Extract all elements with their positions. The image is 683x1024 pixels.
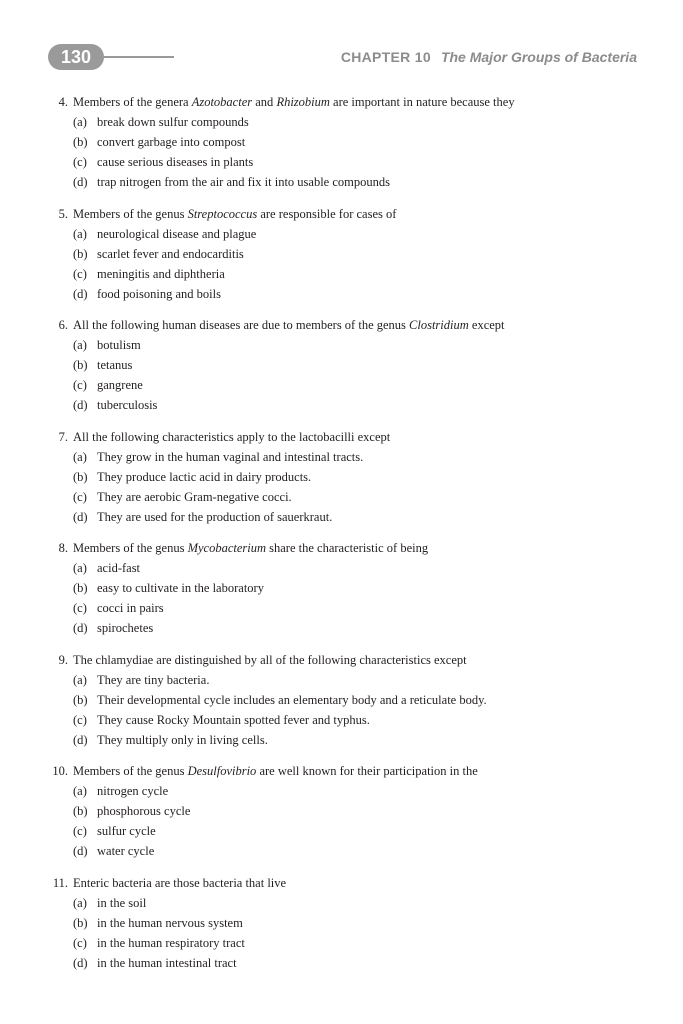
option-letter: (d) [73, 844, 88, 858]
option-text: break down sulfur compounds [97, 115, 249, 129]
option-text: food poisoning and boils [97, 286, 221, 301]
option-text: They are tiny bacteria. [97, 672, 210, 687]
option-text: They produce lactic acid in dairy products. [97, 469, 312, 484]
option-letter: (b) [73, 581, 88, 595]
answer-option [0, 598, 683, 618]
stem-text: are responsible for cases of [257, 206, 397, 221]
option-letter: (b) [73, 804, 88, 818]
option-letter: (b) [73, 358, 88, 372]
answer-option [0, 224, 683, 244]
option-text: in the human intestinal tract [97, 955, 237, 970]
genus-name: Streptococcus [187, 206, 258, 221]
answer-option [0, 467, 683, 487]
option-letter: (d) [73, 955, 88, 970]
question-number: 9. [58, 652, 68, 667]
option-letter: (a) [73, 115, 87, 129]
stem-text: All the following human diseases are due to members of the genus [73, 318, 410, 332]
option-letter: (c) [73, 155, 87, 169]
question-stem [0, 204, 683, 224]
option-letter: (a) [73, 338, 87, 352]
option-text: spirochetes [97, 621, 154, 635]
option-letter: (a) [73, 226, 87, 241]
option-letter: (c) [73, 266, 87, 281]
option-text: They cause Rocky Mountain spotted fever and typhus. [97, 712, 370, 727]
option-text: botulism [97, 338, 141, 352]
option-text: cause serious diseases in plants [97, 155, 254, 169]
option-letter: (d) [73, 509, 88, 524]
genus-name: Clostridium [409, 318, 469, 332]
option-letter: (b) [73, 915, 88, 930]
chapter-label: CHAPTER 10 [340, 49, 431, 65]
question-number: 8. [58, 541, 68, 555]
answer-option [0, 933, 683, 953]
option-letter: (b) [73, 692, 88, 707]
stem-text: Members of the genera [73, 95, 192, 109]
answer-option [0, 284, 683, 304]
option-text: easy to cultivate in the laboratory [97, 581, 264, 595]
question-stem [0, 427, 683, 447]
stem-text: Enteric bacteria are those bacteria that live [73, 875, 287, 890]
stem-text: The chlamydiae are distinguished by all of the following characteristics except [73, 652, 467, 667]
answer-option [0, 132, 683, 152]
option-text: sulfur cycle [97, 824, 156, 838]
option-letter: (c) [73, 935, 87, 950]
stem-text: All the following characteristics apply to the lactobacilli except [73, 429, 391, 444]
answer-option [0, 264, 683, 284]
answer-option [0, 710, 683, 730]
question-item [0, 427, 683, 527]
question-item [0, 204, 683, 304]
question-stem [0, 650, 683, 670]
option-text: tuberculosis [97, 398, 158, 412]
option-letter: (c) [73, 712, 87, 727]
option-letter: (a) [73, 672, 87, 687]
question-item [0, 538, 683, 638]
option-text: in the human respiratory tract [97, 935, 245, 950]
option-letter: (a) [73, 895, 87, 910]
stem-text: are well known for their participation in the [256, 764, 478, 778]
question-stem [0, 92, 683, 112]
question-list [0, 92, 683, 984]
option-letter: (d) [73, 621, 88, 635]
answer-option [0, 841, 683, 861]
answer-option [0, 821, 683, 841]
question-number: 6. [58, 318, 68, 332]
question-stem [0, 538, 683, 558]
question-stem [0, 761, 683, 781]
answer-option [0, 953, 683, 973]
answer-option [0, 507, 683, 527]
option-letter: (b) [73, 469, 88, 484]
option-letter: (b) [73, 246, 88, 261]
question-stem [0, 873, 683, 893]
answer-option [0, 670, 683, 690]
stem-text: Members of the genus [73, 206, 188, 221]
option-letter: (a) [73, 784, 87, 798]
option-letter: (d) [73, 175, 88, 189]
stem-text: and [252, 95, 277, 109]
question-item [0, 315, 683, 415]
option-letter: (c) [73, 601, 87, 615]
question-stem [0, 315, 683, 335]
answer-option [0, 395, 683, 415]
stem-text: share the characteristic of being [266, 541, 429, 555]
answer-option [0, 781, 683, 801]
option-text: in the soil [97, 895, 147, 910]
answer-option [0, 152, 683, 172]
option-letter: (d) [73, 398, 88, 412]
answer-option [0, 578, 683, 598]
question-number: 4. [58, 95, 68, 109]
page-header [0, 0, 683, 80]
option-text: They multiply only in living cells. [97, 732, 268, 747]
question-number: 5. [58, 206, 68, 221]
option-letter: (a) [73, 449, 87, 464]
answer-option [0, 487, 683, 507]
option-text: They are aerobic Gram-negative cocci. [97, 489, 292, 504]
answer-option [0, 375, 683, 395]
genus-name: Desulfovibrio [187, 764, 257, 778]
stem-text: Members of the genus [73, 541, 188, 555]
option-text: meningitis and diphtheria [97, 266, 225, 281]
answer-option [0, 355, 683, 375]
answer-option [0, 558, 683, 578]
option-letter: (d) [73, 286, 88, 301]
chapter-title: The Major Groups of Bacteria [440, 49, 637, 65]
answer-option [0, 690, 683, 710]
option-text: cocci in pairs [97, 601, 164, 615]
option-text: They are used for the production of sauerkraut. [97, 509, 333, 524]
option-letter: (d) [73, 732, 88, 747]
option-text: neurological disease and plague [97, 226, 257, 241]
question-number: 11. [52, 875, 68, 890]
answer-option [0, 172, 683, 192]
genus-name: Mycobacterium [187, 541, 267, 555]
option-letter: (c) [73, 824, 87, 838]
genus-name: Azotobacter [191, 95, 253, 109]
stem-text: Members of the genus [73, 764, 188, 778]
answer-option [0, 244, 683, 264]
running-head [341, 47, 637, 67]
answer-option [0, 335, 683, 355]
option-text: convert garbage into compost [97, 135, 246, 149]
answer-option [0, 618, 683, 638]
option-letter: (b) [73, 135, 88, 149]
option-text: water cycle [97, 844, 155, 858]
question-item [0, 761, 683, 861]
answer-option [0, 913, 683, 933]
option-letter: (a) [73, 561, 87, 575]
option-text: nitrogen cycle [97, 784, 169, 798]
option-text: in the human nervous system [97, 915, 243, 930]
question-item [0, 92, 683, 192]
option-text: phosphorous cycle [97, 804, 191, 818]
question-item [0, 873, 683, 973]
question-number: 10. [52, 764, 68, 778]
answer-option [0, 447, 683, 467]
header-rule [100, 56, 174, 58]
option-letter: (c) [73, 378, 87, 392]
question-item [0, 650, 683, 750]
stem-text: except [468, 318, 505, 332]
option-text: scarlet fever and endocarditis [97, 246, 244, 261]
answer-option [0, 730, 683, 750]
stem-text: are important in nature because they [329, 95, 515, 109]
option-text: gangrene [97, 378, 143, 392]
option-text: tetanus [97, 358, 133, 372]
answer-option [0, 801, 683, 821]
option-letter: (c) [73, 489, 87, 504]
option-text: acid-fast [97, 561, 141, 575]
page-number-badge: 130 [48, 44, 104, 70]
option-text: They grow in the human vaginal and intestinal tracts. [97, 449, 364, 464]
option-text: trap nitrogen from the air and fix it into usable compounds [97, 175, 390, 189]
question-number: 7. [58, 429, 68, 444]
answer-option [0, 112, 683, 132]
option-text: Their developmental cycle includes an elementary body and a reticulate body. [97, 692, 487, 707]
genus-name: Rhizobium [276, 95, 330, 109]
answer-option [0, 893, 683, 913]
